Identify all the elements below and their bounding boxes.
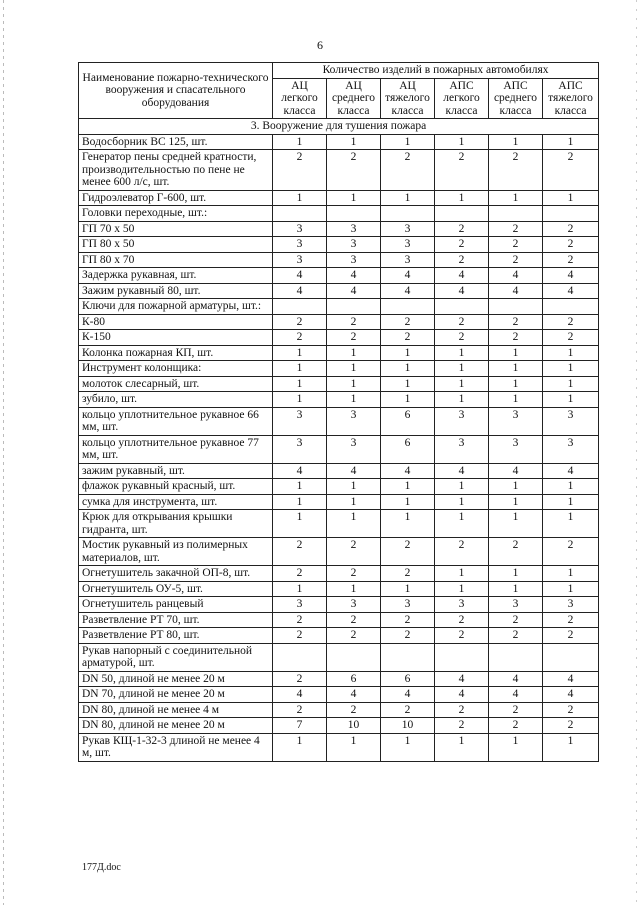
quantity-cell: 1 bbox=[273, 494, 327, 510]
quantity-cell: 1 bbox=[435, 134, 489, 150]
quantity-cell: 1 bbox=[381, 190, 435, 206]
quantity-cell: 1 bbox=[381, 361, 435, 377]
item-name-cell: Ключи для пожарной арматуры, шт.: bbox=[79, 299, 273, 315]
quantity-cell: 4 bbox=[327, 283, 381, 299]
quantity-cell: 1 bbox=[273, 134, 327, 150]
quantity-cell: 4 bbox=[327, 268, 381, 284]
table-row bbox=[79, 733, 599, 761]
quantity-cell: 2 bbox=[435, 702, 489, 718]
quantity-cell: 1 bbox=[435, 581, 489, 597]
quantity-cell: 1 bbox=[327, 376, 381, 392]
quantity-cell: 4 bbox=[543, 687, 599, 703]
quantity-cell: 1 bbox=[273, 479, 327, 495]
quantity-cell: 4 bbox=[327, 463, 381, 479]
quantity-cell: 2 bbox=[543, 237, 599, 253]
table-row bbox=[79, 252, 599, 268]
quantity-cell: 4 bbox=[381, 283, 435, 299]
quantity-cell: 1 bbox=[489, 566, 543, 582]
quantity-cell: 1 bbox=[489, 345, 543, 361]
item-name-cell: Задержка рукавная, шт. bbox=[79, 268, 273, 284]
quantity-cell: 7 bbox=[273, 718, 327, 734]
header-name-column: Наименование пожарно-технического вооружения и спасательного оборудования bbox=[79, 63, 273, 119]
quantity-cell: 1 bbox=[543, 566, 599, 582]
section-title: 3. Вооружение для тушения пожара bbox=[79, 119, 599, 135]
quantity-cell: 2 bbox=[381, 538, 435, 566]
quantity-cell: 1 bbox=[327, 494, 381, 510]
quantity-cell: 2 bbox=[273, 671, 327, 687]
item-name-cell: молоток слесарный, шт. bbox=[79, 376, 273, 392]
quantity-cell: 2 bbox=[543, 330, 599, 346]
quantity-cell bbox=[273, 299, 327, 315]
quantity-cell: 1 bbox=[489, 376, 543, 392]
item-name-cell: зубило, шт. bbox=[79, 392, 273, 408]
item-name-cell: Генератор пены средней кратности, производительностью по пене не менее 600 л/с, шт. bbox=[79, 150, 273, 191]
table-row bbox=[79, 435, 599, 463]
quantity-cell bbox=[489, 299, 543, 315]
quantity-cell: 4 bbox=[273, 687, 327, 703]
quantity-cell: 1 bbox=[435, 733, 489, 761]
item-name-cell: Гидроэлеватор Г-600, шт. bbox=[79, 190, 273, 206]
table-row bbox=[79, 314, 599, 330]
header-vehicle-type: АПС легкого класса bbox=[435, 78, 489, 119]
table-row bbox=[79, 718, 599, 734]
quantity-cell: 1 bbox=[327, 581, 381, 597]
quantity-cell bbox=[273, 206, 327, 222]
quantity-cell: 1 bbox=[381, 581, 435, 597]
quantity-cell: 1 bbox=[435, 345, 489, 361]
item-name-cell: Рукав КЩ-1-32-3 длиной не менее 4 м, шт. bbox=[79, 733, 273, 761]
quantity-cell: 1 bbox=[435, 494, 489, 510]
quantity-cell: 2 bbox=[435, 150, 489, 191]
item-name-cell: ГП 80 х 50 bbox=[79, 237, 273, 253]
quantity-cell bbox=[435, 643, 489, 671]
item-name-cell: Водосборник ВС 125, шт. bbox=[79, 134, 273, 150]
item-name-cell: ГП 80 х 70 bbox=[79, 252, 273, 268]
item-name-cell: DN 70, длиной не менее 20 м bbox=[79, 687, 273, 703]
quantity-cell: 4 bbox=[327, 687, 381, 703]
quantity-cell: 2 bbox=[489, 221, 543, 237]
quantity-cell: 2 bbox=[327, 330, 381, 346]
quantity-cell: 1 bbox=[273, 733, 327, 761]
quantity-cell: 1 bbox=[543, 345, 599, 361]
header-row-1 bbox=[79, 63, 599, 79]
item-name-cell: Рукав напорный с соединительной арматурой, шт. bbox=[79, 643, 273, 671]
quantity-cell: 1 bbox=[435, 392, 489, 408]
quantity-cell: 1 bbox=[543, 190, 599, 206]
quantity-cell: 4 bbox=[435, 268, 489, 284]
quantity-cell: 3 bbox=[435, 407, 489, 435]
quantity-cell: 2 bbox=[381, 566, 435, 582]
quantity-cell: 6 bbox=[381, 435, 435, 463]
quantity-cell: 4 bbox=[273, 283, 327, 299]
item-name-cell: Огнетушитель ранцевый bbox=[79, 597, 273, 613]
item-name-cell: Огнетушитель закачной ОП-8, шт. bbox=[79, 566, 273, 582]
quantity-cell: 2 bbox=[543, 538, 599, 566]
item-name-cell: Разветвление РТ 80, шт. bbox=[79, 628, 273, 644]
quantity-cell: 3 bbox=[327, 252, 381, 268]
quantity-cell: 3 bbox=[327, 407, 381, 435]
quantity-cell: 1 bbox=[435, 479, 489, 495]
quantity-cell bbox=[489, 643, 543, 671]
quantity-cell: 1 bbox=[543, 581, 599, 597]
quantity-cell: 6 bbox=[381, 671, 435, 687]
quantity-cell: 4 bbox=[489, 463, 543, 479]
quantity-cell: 2 bbox=[273, 702, 327, 718]
quantity-cell: 2 bbox=[435, 538, 489, 566]
quantity-cell: 2 bbox=[381, 628, 435, 644]
quantity-cell: 3 bbox=[489, 597, 543, 613]
quantity-cell: 1 bbox=[489, 494, 543, 510]
quantity-cell bbox=[543, 206, 599, 222]
quantity-cell: 1 bbox=[435, 566, 489, 582]
quantity-cell: 1 bbox=[327, 361, 381, 377]
quantity-cell bbox=[543, 643, 599, 671]
quantity-cell: 2 bbox=[381, 702, 435, 718]
table-row bbox=[79, 671, 599, 687]
table-row bbox=[79, 628, 599, 644]
quantity-cell: 2 bbox=[435, 330, 489, 346]
table-row bbox=[79, 463, 599, 479]
quantity-cell bbox=[543, 299, 599, 315]
quantity-cell bbox=[381, 299, 435, 315]
quantity-cell: 1 bbox=[489, 361, 543, 377]
footer-filename: 177Д.doc bbox=[82, 862, 121, 873]
item-name-cell: Крюк для открывания крышки гидранта, шт. bbox=[79, 510, 273, 538]
quantity-cell: 3 bbox=[543, 435, 599, 463]
quantity-cell bbox=[435, 299, 489, 315]
quantity-cell: 1 bbox=[273, 392, 327, 408]
quantity-cell: 1 bbox=[489, 733, 543, 761]
quantity-cell: 3 bbox=[381, 597, 435, 613]
item-name-cell: DN 80, длиной не менее 20 м bbox=[79, 718, 273, 734]
quantity-cell: 4 bbox=[273, 268, 327, 284]
quantity-cell: 1 bbox=[543, 134, 599, 150]
item-name-cell: кольцо уплотнительное рукавное 66 мм, шт. bbox=[79, 407, 273, 435]
quantity-cell: 4 bbox=[435, 687, 489, 703]
quantity-cell: 2 bbox=[435, 252, 489, 268]
quantity-cell: 1 bbox=[327, 510, 381, 538]
quantity-cell: 10 bbox=[381, 718, 435, 734]
quantity-cell: 2 bbox=[543, 150, 599, 191]
quantity-cell: 3 bbox=[435, 597, 489, 613]
header-vehicle-type: АПС среднего класса bbox=[489, 78, 543, 119]
table-row bbox=[79, 612, 599, 628]
quantity-cell: 2 bbox=[489, 150, 543, 191]
quantity-cell: 3 bbox=[327, 435, 381, 463]
quantity-cell: 1 bbox=[381, 479, 435, 495]
quantity-cell: 2 bbox=[489, 314, 543, 330]
quantity-cell: 2 bbox=[489, 702, 543, 718]
quantity-cell: 3 bbox=[273, 252, 327, 268]
quantity-cell bbox=[327, 206, 381, 222]
table-row bbox=[79, 283, 599, 299]
item-name-cell: зажим рукавный, шт. bbox=[79, 463, 273, 479]
quantity-cell: 1 bbox=[435, 510, 489, 538]
table-row bbox=[79, 392, 599, 408]
quantity-cell: 3 bbox=[273, 407, 327, 435]
quantity-cell: 2 bbox=[381, 150, 435, 191]
section-row bbox=[79, 119, 599, 135]
quantity-cell: 2 bbox=[489, 718, 543, 734]
table-row bbox=[79, 237, 599, 253]
quantity-cell: 3 bbox=[273, 597, 327, 613]
quantity-cell: 1 bbox=[435, 361, 489, 377]
quantity-cell: 4 bbox=[543, 283, 599, 299]
quantity-cell: 1 bbox=[543, 510, 599, 538]
quantity-cell: 2 bbox=[543, 221, 599, 237]
quantity-cell: 1 bbox=[273, 510, 327, 538]
quantity-cell: 1 bbox=[381, 134, 435, 150]
quantity-cell: 1 bbox=[543, 479, 599, 495]
item-name-cell: сумка для инструмента, шт. bbox=[79, 494, 273, 510]
quantity-cell: 2 bbox=[489, 538, 543, 566]
quantity-cell: 2 bbox=[327, 566, 381, 582]
table-row bbox=[79, 643, 599, 671]
quantity-cell: 2 bbox=[489, 628, 543, 644]
quantity-cell: 4 bbox=[435, 463, 489, 479]
quantity-cell: 1 bbox=[543, 494, 599, 510]
quantity-cell bbox=[327, 643, 381, 671]
item-name-cell: Зажим рукавный 80, шт. bbox=[79, 283, 273, 299]
quantity-cell: 6 bbox=[381, 407, 435, 435]
quantity-cell: 3 bbox=[543, 407, 599, 435]
quantity-cell: 1 bbox=[543, 376, 599, 392]
quantity-cell: 1 bbox=[327, 479, 381, 495]
quantity-cell: 2 bbox=[327, 628, 381, 644]
table-row bbox=[79, 361, 599, 377]
quantity-cell: 2 bbox=[435, 221, 489, 237]
header-vehicle-type: АЦ среднего класса bbox=[327, 78, 381, 119]
quantity-cell: 1 bbox=[489, 479, 543, 495]
table-row bbox=[79, 206, 599, 222]
quantity-cell: 3 bbox=[273, 435, 327, 463]
table-row bbox=[79, 581, 599, 597]
quantity-cell bbox=[381, 643, 435, 671]
quantity-cell: 4 bbox=[489, 283, 543, 299]
quantity-cell: 4 bbox=[381, 268, 435, 284]
quantity-cell: 1 bbox=[327, 190, 381, 206]
quantity-cell: 1 bbox=[543, 733, 599, 761]
quantity-cell: 2 bbox=[489, 330, 543, 346]
quantity-cell: 1 bbox=[273, 376, 327, 392]
quantity-cell: 3 bbox=[489, 407, 543, 435]
quantity-cell: 2 bbox=[543, 612, 599, 628]
quantity-cell: 2 bbox=[435, 628, 489, 644]
quantity-cell: 1 bbox=[327, 392, 381, 408]
quantity-cell: 1 bbox=[435, 376, 489, 392]
item-name-cell: флажок рукавный красный, шт. bbox=[79, 479, 273, 495]
quantity-cell bbox=[273, 643, 327, 671]
item-name-cell: Мостик рукавный из полимерных материалов, шт. bbox=[79, 538, 273, 566]
header-vehicle-type: АПС тяжелого класса bbox=[543, 78, 599, 119]
quantity-cell: 1 bbox=[489, 392, 543, 408]
quantity-cell: 1 bbox=[489, 134, 543, 150]
quantity-cell: 1 bbox=[381, 392, 435, 408]
quantity-cell: 2 bbox=[543, 702, 599, 718]
quantity-cell: 2 bbox=[435, 612, 489, 628]
quantity-cell: 3 bbox=[381, 252, 435, 268]
quantity-cell: 3 bbox=[327, 597, 381, 613]
table-row bbox=[79, 330, 599, 346]
quantity-cell: 1 bbox=[435, 190, 489, 206]
quantity-cell: 4 bbox=[489, 671, 543, 687]
quantity-cell: 2 bbox=[273, 538, 327, 566]
item-name-cell: DN 50, длиной не менее 20 м bbox=[79, 671, 273, 687]
quantity-cell: 2 bbox=[543, 718, 599, 734]
table-row bbox=[79, 597, 599, 613]
item-name-cell: кольцо уплотнительное рукавное 77 мм, шт. bbox=[79, 435, 273, 463]
item-name-cell: К-80 bbox=[79, 314, 273, 330]
table-row bbox=[79, 134, 599, 150]
quantity-cell: 1 bbox=[543, 392, 599, 408]
quantity-cell bbox=[381, 206, 435, 222]
table-row bbox=[79, 376, 599, 392]
table-row bbox=[79, 494, 599, 510]
quantity-cell: 2 bbox=[273, 314, 327, 330]
table-row bbox=[79, 702, 599, 718]
quantity-cell: 4 bbox=[435, 671, 489, 687]
quantity-cell: 3 bbox=[327, 221, 381, 237]
table-row bbox=[79, 268, 599, 284]
item-name-cell: ГП 70 х 50 bbox=[79, 221, 273, 237]
quantity-cell: 4 bbox=[543, 463, 599, 479]
quantity-cell: 3 bbox=[327, 237, 381, 253]
quantity-cell: 2 bbox=[489, 612, 543, 628]
quantity-cell: 4 bbox=[381, 463, 435, 479]
item-name-cell: Разветвление РТ 70, шт. bbox=[79, 612, 273, 628]
quantity-cell: 2 bbox=[435, 718, 489, 734]
equipment-table bbox=[78, 62, 599, 762]
item-name-cell: К-150 bbox=[79, 330, 273, 346]
quantity-cell: 4 bbox=[435, 283, 489, 299]
quantity-cell: 4 bbox=[543, 671, 599, 687]
quantity-cell: 2 bbox=[489, 237, 543, 253]
quantity-cell: 2 bbox=[435, 237, 489, 253]
item-name-cell: Инструмент колонщика: bbox=[79, 361, 273, 377]
table-row bbox=[79, 407, 599, 435]
quantity-cell: 2 bbox=[543, 628, 599, 644]
quantity-cell: 4 bbox=[489, 687, 543, 703]
table-row bbox=[79, 687, 599, 703]
quantity-cell: 4 bbox=[489, 268, 543, 284]
quantity-cell: 2 bbox=[381, 330, 435, 346]
quantity-cell: 6 bbox=[327, 671, 381, 687]
scan-edge-right bbox=[636, 0, 637, 905]
quantity-cell bbox=[489, 206, 543, 222]
table-row bbox=[79, 538, 599, 566]
quantity-cell: 2 bbox=[273, 612, 327, 628]
item-name-cell: Головки переходные, шт.: bbox=[79, 206, 273, 222]
table-row bbox=[79, 190, 599, 206]
quantity-cell bbox=[435, 206, 489, 222]
table-row bbox=[79, 150, 599, 191]
quantity-cell: 2 bbox=[381, 314, 435, 330]
quantity-cell: 1 bbox=[489, 581, 543, 597]
quantity-cell: 2 bbox=[273, 330, 327, 346]
quantity-cell: 1 bbox=[273, 190, 327, 206]
quantity-cell: 3 bbox=[489, 435, 543, 463]
quantity-cell: 1 bbox=[381, 376, 435, 392]
table-row bbox=[79, 299, 599, 315]
header-vehicle-type: АЦ тяжелого класса bbox=[381, 78, 435, 119]
quantity-cell: 4 bbox=[543, 268, 599, 284]
item-name-cell: Колонка пожарная КП, шт. bbox=[79, 345, 273, 361]
quantity-cell bbox=[327, 299, 381, 315]
quantity-cell: 1 bbox=[381, 345, 435, 361]
quantity-cell: 1 bbox=[273, 345, 327, 361]
quantity-cell: 1 bbox=[381, 733, 435, 761]
quantity-cell: 1 bbox=[489, 190, 543, 206]
table-row bbox=[79, 345, 599, 361]
quantity-cell: 1 bbox=[381, 494, 435, 510]
quantity-cell: 1 bbox=[489, 510, 543, 538]
quantity-cell: 1 bbox=[327, 345, 381, 361]
quantity-cell: 2 bbox=[327, 538, 381, 566]
quantity-cell: 2 bbox=[381, 612, 435, 628]
quantity-cell: 4 bbox=[273, 463, 327, 479]
quantity-cell: 3 bbox=[435, 435, 489, 463]
quantity-cell: 2 bbox=[543, 252, 599, 268]
quantity-cell: 2 bbox=[327, 612, 381, 628]
quantity-cell: 2 bbox=[327, 314, 381, 330]
table-row bbox=[79, 221, 599, 237]
page-number: 6 bbox=[317, 38, 323, 52]
scan-edge-left bbox=[3, 0, 4, 905]
quantity-cell: 3 bbox=[381, 237, 435, 253]
quantity-cell: 2 bbox=[327, 150, 381, 191]
quantity-cell: 3 bbox=[273, 237, 327, 253]
quantity-cell: 1 bbox=[273, 361, 327, 377]
quantity-cell: 10 bbox=[327, 718, 381, 734]
quantity-cell: 2 bbox=[273, 566, 327, 582]
quantity-cell: 1 bbox=[381, 510, 435, 538]
table-row bbox=[79, 479, 599, 495]
quantity-cell: 2 bbox=[489, 252, 543, 268]
quantity-cell: 3 bbox=[543, 597, 599, 613]
quantity-cell: 3 bbox=[381, 221, 435, 237]
quantity-cell: 4 bbox=[381, 687, 435, 703]
quantity-cell: 1 bbox=[543, 361, 599, 377]
quantity-cell: 1 bbox=[273, 581, 327, 597]
quantity-cell: 2 bbox=[273, 628, 327, 644]
quantity-cell: 2 bbox=[435, 314, 489, 330]
quantity-cell: 2 bbox=[273, 150, 327, 191]
header-quantity-group: Количество изделий в пожарных автомобилях bbox=[273, 63, 599, 79]
quantity-cell: 3 bbox=[273, 221, 327, 237]
item-name-cell: Огнетушитель ОУ-5, шт. bbox=[79, 581, 273, 597]
item-name-cell: DN 80, длиной не менее 4 м bbox=[79, 702, 273, 718]
table-row bbox=[79, 566, 599, 582]
quantity-cell: 2 bbox=[543, 314, 599, 330]
table-row bbox=[79, 510, 599, 538]
header-vehicle-type: АЦ легкого класса bbox=[273, 78, 327, 119]
quantity-cell: 1 bbox=[327, 733, 381, 761]
quantity-cell: 1 bbox=[327, 134, 381, 150]
quantity-cell: 2 bbox=[327, 702, 381, 718]
